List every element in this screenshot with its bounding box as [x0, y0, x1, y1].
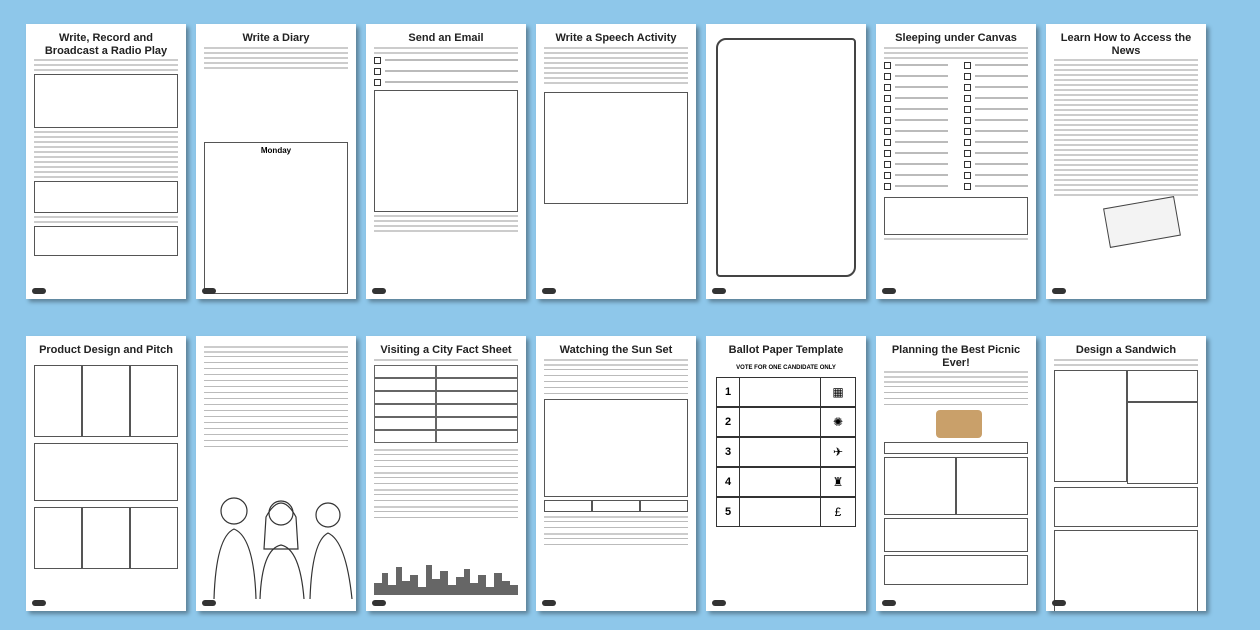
castle-symbol-icon: ♜: [832, 474, 844, 489]
worksheet-scroll[interactable]: [706, 24, 866, 299]
logo-icon: [712, 288, 726, 294]
picnic-illustration: [936, 410, 982, 438]
worksheet-picnic[interactable]: [876, 336, 1036, 611]
logo-icon: [1052, 288, 1066, 294]
logo-icon: [542, 600, 556, 606]
city-skyline-illustration: [374, 563, 518, 595]
worksheet-title: Planning the Best Picnic Ever!: [891, 344, 1021, 369]
logo-icon: [1052, 600, 1066, 606]
worksheet-canvas[interactable]: [876, 24, 1036, 299]
bird-symbol-icon: ✈: [832, 444, 844, 459]
worksheet-title: Write, Record and Broadcast a Radio Play: [44, 32, 168, 57]
worksheet-title: Write a Diary: [242, 32, 310, 44]
worksheet-radio-play[interactable]: [26, 24, 186, 299]
worksheet-ballot[interactable]: [706, 336, 866, 611]
newspaper-icon: [1103, 196, 1181, 248]
logo-icon: [712, 600, 726, 606]
qr-symbol-icon: ▦: [832, 384, 844, 399]
logo-icon: [372, 600, 386, 606]
worksheet-title: Watching the Sun Set: [559, 344, 673, 356]
worksheet-sunset[interactable]: [536, 336, 696, 611]
worksheet-product-design[interactable]: [26, 336, 186, 611]
worksheet-city-fact[interactable]: [366, 336, 526, 611]
worksheet-sandwich[interactable]: [1046, 336, 1206, 611]
ballot-row[interactable]: 4 ♜: [716, 467, 856, 497]
logo-icon: [32, 288, 46, 294]
ballot-row[interactable]: 2 ✺: [716, 407, 856, 437]
ballot-row[interactable]: 1 ▦: [716, 377, 856, 407]
worksheet-title: Ballot Paper Template: [728, 344, 844, 356]
worksheet-title: Sleeping under Canvas: [895, 32, 1017, 44]
logo-icon: [202, 288, 216, 294]
diary-day: Monday: [260, 145, 292, 155]
worksheet-pitch[interactable]: [196, 336, 356, 611]
worksheet-speech[interactable]: [536, 24, 696, 299]
sun-symbol-icon: ✺: [832, 414, 844, 429]
worksheet-email[interactable]: [366, 24, 526, 299]
logo-icon: [32, 600, 46, 606]
ballot-instruction: VOTE FOR ONE CANDIDATE ONLY: [736, 364, 836, 371]
logo-icon: [882, 288, 896, 294]
logo-icon: [542, 288, 556, 294]
people-illustration: [196, 489, 356, 599]
worksheet-title: Visiting a City Fact Sheet: [380, 344, 512, 356]
ballot-row[interactable]: 3 ✈: [716, 437, 856, 467]
worksheet-title: Design a Sandwich: [1075, 344, 1177, 356]
worksheet-title: Learn How to Access the News: [1060, 32, 1192, 57]
worksheet-title: Send an Email: [408, 32, 484, 44]
worksheet-title: Write a Speech Activity: [555, 32, 677, 44]
scroll-frame: [716, 38, 856, 277]
logo-icon: [372, 288, 386, 294]
pound-symbol-icon: £: [834, 504, 842, 519]
logo-icon: [882, 600, 896, 606]
worksheet-title: Product Design and Pitch: [39, 344, 173, 356]
ballot-row[interactable]: 5 £: [716, 497, 856, 527]
worksheet-news[interactable]: [1046, 24, 1206, 299]
worksheet-diary[interactable]: [196, 24, 356, 299]
logo-icon: [202, 600, 216, 606]
